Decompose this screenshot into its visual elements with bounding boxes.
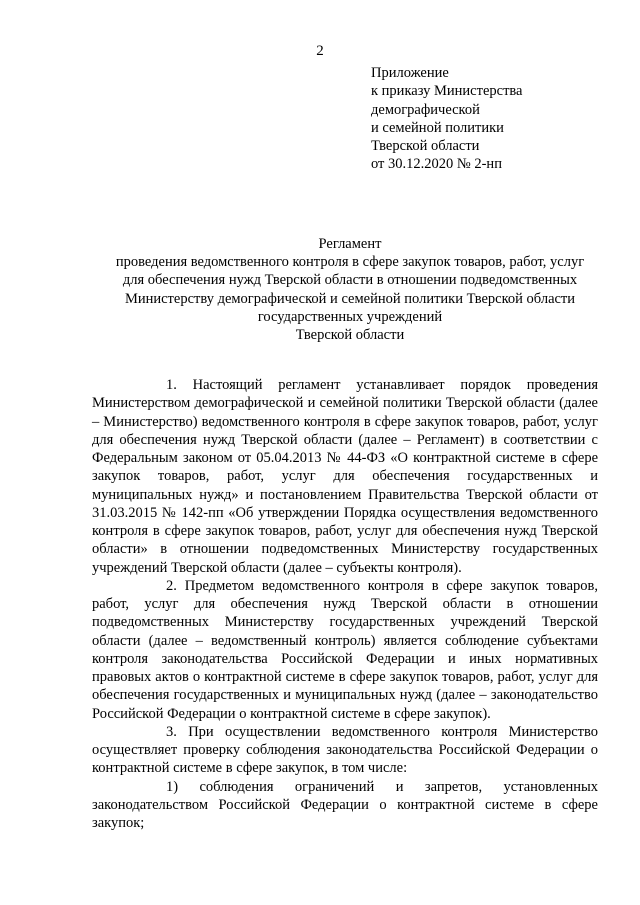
title-line: проведения ведомственного контроля в сфере закупок товаров, работ, услуг xyxy=(115,254,585,271)
appendix-line: к приказу Министерства xyxy=(371,83,523,100)
appendix-line: от 30.12.2020 № 2-нп xyxy=(371,156,502,173)
appendix-line: Тверской области xyxy=(371,138,480,155)
title-line: государственных учреждений xyxy=(257,308,443,325)
paragraph-1 xyxy=(92,376,598,577)
document-body xyxy=(92,376,598,832)
title-line: Тверской области xyxy=(295,327,405,344)
title-line: для обеспечения нужд Тверской области в отношении подведомственных xyxy=(122,272,578,289)
paragraph-text: Предметом ведомственного контроля в сфере закупок товаров, работ, услуг для обеспечения нужд Тверской области в отношении подведомственных Министерству государственных учреждений Тверской области (далее – ведомственный контроль) является соблюдение субъектами контроля законодательства Российской Федерации и иных нормативных правовых актов о контрактной системе в сфере закупок товаров, работ, услуг для обеспечения государственных и муниципальных нужд (далее – законодательство Российской Федерации о контрактной системе в сфере закупок). xyxy=(92,577,598,722)
appendix-line: и семейной политики xyxy=(371,119,504,136)
paragraph-text: При осуществлении ведомственного контроля Министерство осуществляет проверку соблюдения законодательства Российской Федерации о контрактной системе в сфере закупок, в том числе: xyxy=(92,723,598,777)
paragraph-2 xyxy=(92,577,598,723)
appendix-line: демографической xyxy=(371,101,480,118)
title-heading: Регламент xyxy=(318,236,382,252)
paragraph-number: 3. xyxy=(166,723,177,740)
paragraph-3-item-1 xyxy=(92,778,598,833)
paragraph-text: соблюдения ограничений и запретов, установленных законодательством Российской Федерации о контрактной системе в сфере закупок; xyxy=(92,778,598,831)
paragraph-number: 1. xyxy=(166,377,177,393)
paragraph-3 xyxy=(92,723,598,778)
appendix-line: Приложение xyxy=(371,65,449,81)
appendix-block xyxy=(371,64,611,174)
paragraph-text: Настоящий регламент устанавливает порядок проведения Министерством демографической и семейной политики Тверской области (далее – Министерство) ведомственного контроля в сфере закупок товаров, работ, услуг для обеспечения нужд Тверской области (далее – Регламент) в соответствии с Федеральным законом от 05.04.2013 № 44-ФЗ «О контрактной системе в сфере закупок товаров, работ, услуг для обеспечения государственных и муниципальных нужд» и постановлением Правительства Тверской области от 31.03.2015 № 142-пп «Об утверждении Порядка осуществления ведомственного контроля в сфере закупок товаров, работ, услуг для обеспечения нужд Тверской области» в отношении подведомственных Министерству государственных учреждений Тверской области (далее – субъекты контроля). xyxy=(92,377,598,576)
document-title xyxy=(80,235,620,344)
title-line: Министерству демографической и семейной политики Тверской области xyxy=(124,290,576,307)
paragraph-number: 1) xyxy=(166,778,179,795)
page-number: 2 xyxy=(316,43,324,59)
paragraph-number: 2. xyxy=(166,577,177,594)
